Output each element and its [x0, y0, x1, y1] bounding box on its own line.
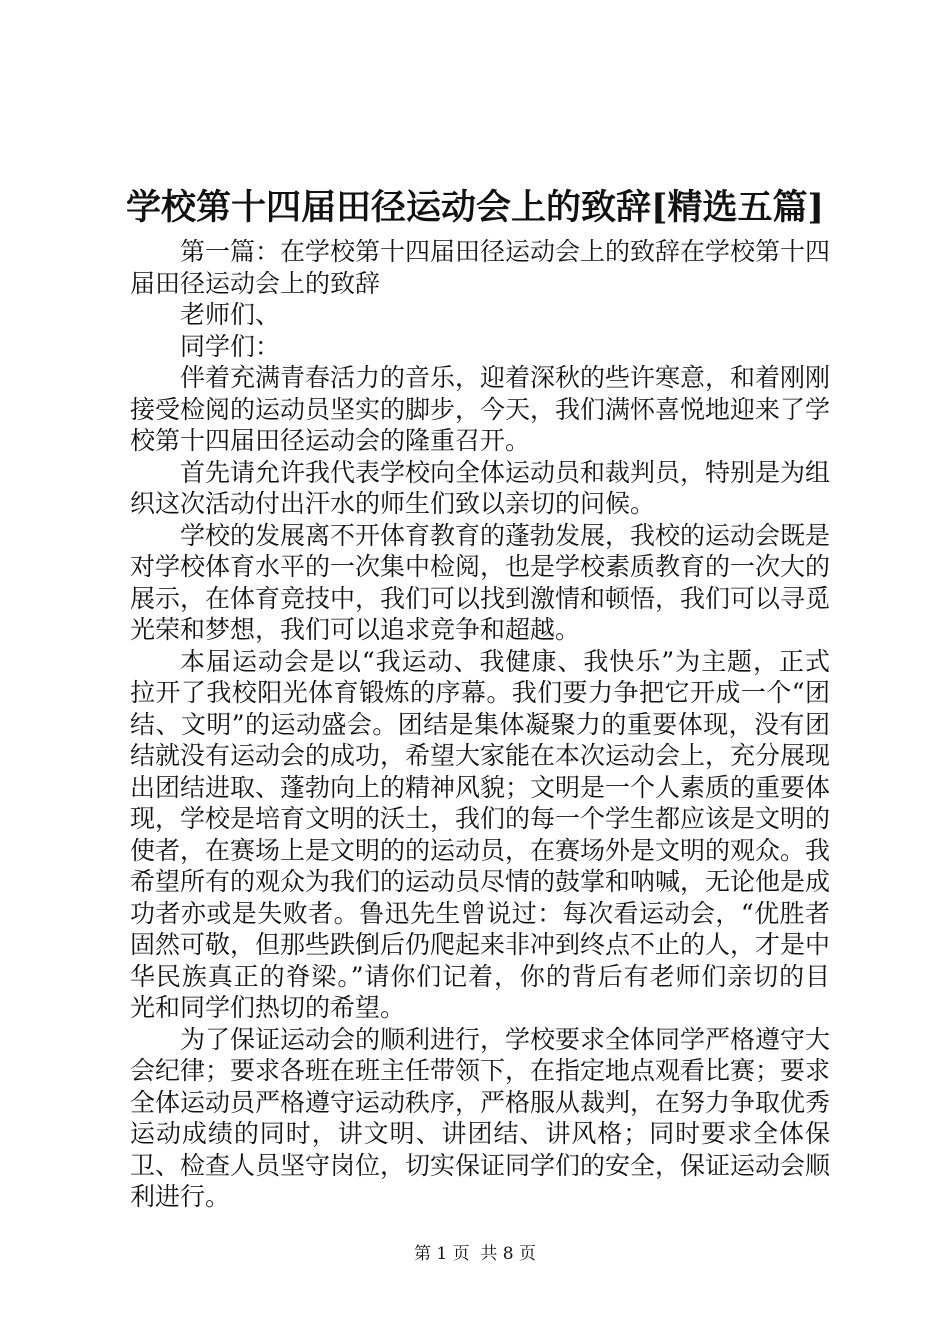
document-body — [130, 236, 830, 1213]
paragraph: 本届运动会是以“我运动、我健康、我快乐”为主题，正式拉开了我校阳光体育锻炼的序幕。我们要力争把它开成一个“团结、文明”的运动盛会。团结是集体凝聚力的重要体现，没有团结就没有运动会的成功，希望大家能在本次运动会上，充分展现出团结进取、蓬勃向上的精神风貌；文明是一个人素质的重要体现，学校是培育文明的沃土，我们的每一个学生都应该是文明的使者，在赛场上是文明的的运动员，在赛场外是文明的观众。我希望所有的观众为我们的运动员尽情的鼓掌和呐喊，无论他是成功者亦或是失败者。鲁迅先生曾说过：每次看运动会，“优胜者固然可敬，但那些跌倒后仍爬起来非冲到终点不止的人，才是中华民族真正的脊梁。”请你们记着，你的背后有老师们亲切的目光和同学们热切的希望。 — [130, 646, 831, 1022]
paragraph: 为了保证运动会的顺利进行，学校要求全体同学严格遵守大会纪律；要求各班在班主任带领下，在指定地点观看比赛；要求全体运动员严格遵守运动秩序，严格服从裁判，在努力争取优秀运动成绩的同时，讲文明、讲团结、讲风格；同时要求全体保卫、检查人员坚守岗位，切实保证同学们的安全，保证运动会顺利进行。 — [130, 1024, 831, 1211]
document-title: 学校第十四届田径运动会上的致辞[精选五篇] — [125, 187, 825, 228]
paragraph: 老师们、 — [180, 300, 281, 329]
page-footer: 第 1 页 共 8 页 — [413, 1244, 537, 1264]
paragraph: 首先请允许我代表学校向全体运动员和裁判员，特别是为组织这次活动付出汗水的师生们致以亲切的问候。 — [130, 457, 831, 518]
paragraph: 第一篇：在学校第十四届田径运动会上的致辞在学校第十四届田径运动会上的致辞 — [130, 237, 831, 298]
paragraph: 同学们： — [180, 331, 281, 361]
paragraph: 伴着充满青春活力的音乐，迎着深秋的些许寒意，和着刚刚接受检阅的运动员坚实的脚步，今天，我们满怀喜悦地迎来了学校第十四届田径运动会的隆重召开。 — [130, 363, 831, 455]
paragraph: 学校的发展离不开体育教育的蓬勃发展，我校的运动会既是对学校体育水平的一次集中检阅，也是学校素质教育的一次大的展示，在体育竞技中，我们可以找到激情和顿悟，我们可以寻觅光荣和梦想，我们可以追求竞争和超越。 — [130, 520, 831, 644]
